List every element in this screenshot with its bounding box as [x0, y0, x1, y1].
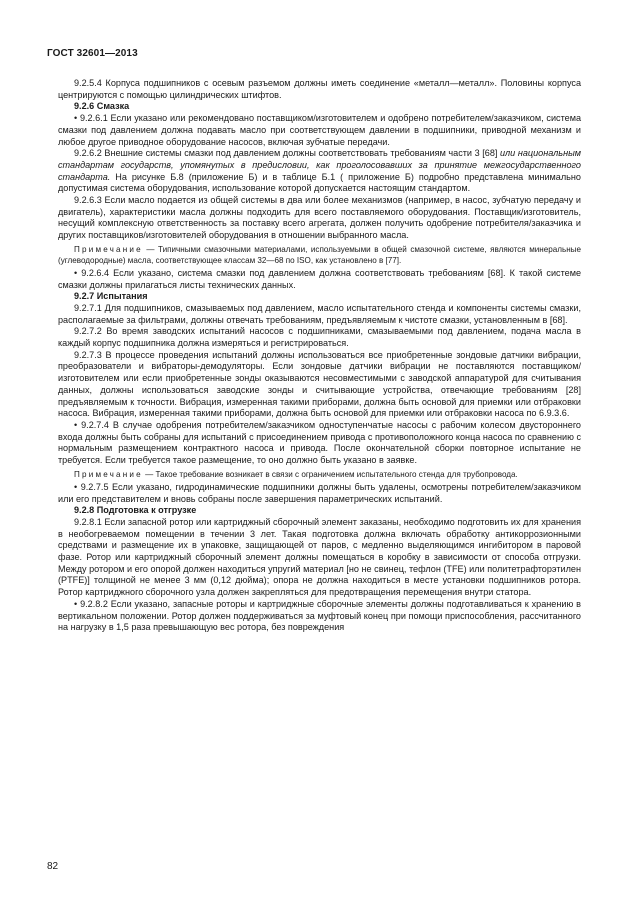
paragraph-9-2-6-3: 9.2.6.3 Если масло подается из общей системы в два или более механизмов (например, в насос, зубчатую передачу и двигатель), характеристики масла должны подходить для всего поставляемого оборудования. Поставщик/изготовитель, несущий комплексную ответственность за поставку всего агрегата, должен получить одобрение потребителя/заказчика и других поставщиков/изготовителей оборудования в отношении выбранного масла.	[58, 195, 581, 241]
note-text: — Такое требование возникает в связи с ограничением испытательного стенда для трубопровода.	[142, 469, 518, 479]
note-label: Примечание	[74, 469, 143, 479]
page-number: 82	[47, 861, 59, 872]
paragraph-9-2-6-2	[58, 148, 581, 195]
note-text: — Типичными смазочными материалами, используемыми в общей смазочной системе, являются минеральные (углеводородные) масла, соответствующее классам 32—68 по ISO, как установлено в [77].	[58, 244, 581, 265]
note-label: Примечание	[74, 244, 143, 254]
paragraph-9-2-6-2-start: 9.2.6.2 Внешние системы смазки под давлением должны соответствовать требованиям части 3 [68]	[74, 148, 500, 159]
heading-9-2-8: 9.2.8 Подготовка к отгрузке	[74, 505, 197, 516]
paragraph-9-2-8-2: • 9.2.8.2 Если указано, запасные роторы и картриджные сборочные элементы должны подготавливаться к хранению в вертикальном положении. Ротор должен поддерживаться за муфтовый конец при помощи приспособления, рассчитанного на нагрузку в 1,5 раза превышающую вес ротора, без повреждения	[58, 598, 581, 633]
paragraph-9-2-5-4: 9.2.5.4 Корпуса подшипников с осевым разъемом должны иметь соединение «металл—металл». Половины корпуса центрируются с помощью цилиндрических штифтов.	[58, 78, 581, 100]
paragraph-9-2-7-1: 9.2.7.1 Для подшипников, смазываемых под давлением, масло испытательного стенда и компоненты системы смазки, располагаемые за фильтрами, должны отвечать требованиям, предъявляемым к чистоте смазки, установленным в [68].	[58, 302, 581, 325]
paragraph-9-2-6-2-italic: или национальным стандартам государств, упомянутых в предисловии, как проголосовавших за принятие межгосударственного стандарта.	[58, 148, 582, 182]
paragraph-9-2-6-4: • 9.2.6.4 Если указано, система смазки под давлением должна соответствовать требованиям [68]. К такой системе смазки должны прилагаться листы технических данных.	[58, 267, 581, 290]
paragraph-9-2-7-5: • 9.2.7.5 Если указано, гидродинамические подшипники должны быть удалены, осмотрены потребителем/заказчиком или его представителем и вновь собраны после завершения параметрических испытаний.	[58, 481, 581, 504]
paragraph-9-2-7-3: 9.2.7.3 В процессе проведения испытаний должны использоваться все приобретенные зондовые датчики вибрации, преобразователи и вибраторы-демодуляторы. Если зондовые датчики вибрации не поставляются поставщиком/изготовителем или если приобретенные зонды оказываются несовместимыми с заводской аппаратурой для считывания данных, должны использоваться заводские зонды и считывающие устройства, отвечающие требованиям [28] предъявляемым к точности. Вибрация, измеренная такими приборами, должна быть основой для приемки или отбраковки насоса. Вибрация, измеренная такими приборами, должна быть основой для приемки или отбраковки насоса по 6.9.3.6.	[58, 349, 581, 419]
document-body	[58, 78, 581, 634]
paragraph-9-2-6-2-end: На рисунке Б.8 (приложение Б) и в таблице Б.1 ( приложение Б) подробно представлена минимально допустимая система оборудования, использование которой допускается настоящим стандартом.	[58, 171, 581, 194]
note-test-stand	[58, 469, 581, 480]
heading-9-2-7: 9.2.7 Испытания	[74, 291, 148, 302]
page-header: ГОСТ 32601—2013	[47, 48, 138, 59]
paragraph-9-2-6-1: • 9.2.6.1 Если указано или рекомендовано поставщиком/изготовителем и одобрено потребителем/заказчиком, система смазки под давлением должна подавать масло при соответствующем давлении в подшипники, приводной механизм и любое другое приводное оборудование насосов, включая зубчатые передачи.	[58, 113, 581, 147]
note-lubricants	[58, 244, 581, 266]
paragraph-9-2-7-4: • 9.2.7.4 В случае одобрения потребителем/заказчиком одноступенчатые насосы с рабочим колесом двустороннего входа должны быть собраны для испытаний с присоединением привода с противоположного конца насоса по сравнению с нормальным размещением контрактного насоса и привода. После окончательной сборки повторное испытание не требуется. Если требуется такое размещение, то оно должно быть указано в заявке.	[58, 419, 581, 466]
paragraph-9-2-8-1: 9.2.8.1 Если запасной ротор или картриджный сборочный элемент заказаны, необходимо подготовить их для хранения в необогреваемом помещении в течении 3 лет. Такая подготовка должна включать обработку антикоррозионными средствами и размещение их в упаковке, защищающей от паров, с медленно выделяющимся ингибитором в паровой фазе. Ротор или картриджный сборочный элемент должны помещаться в коробку в зависимости от способа отгрузки. Между ротором и его опорой должен находиться упругий материал [но не свинец, тефлон (TFE) или политетрафторэтилен (PTFE)] толщиной не менее 3 мм (0,12 дюйма); опора не должна находиться в месте установки подшипников ротора. Ротор картриджного сборочного узла должен закрепляться для предотвращения перемещения внутри статора.	[58, 516, 581, 598]
paragraph-9-2-7-2: 9.2.7.2 Во время заводских испытаний насосов с подшипниками, смазываемыми под давлением, подача масла в каждый корпус подшипника должна измеряться и регистрироваться.	[58, 326, 581, 349]
heading-9-2-6: 9.2.6 Смазка	[74, 101, 130, 112]
